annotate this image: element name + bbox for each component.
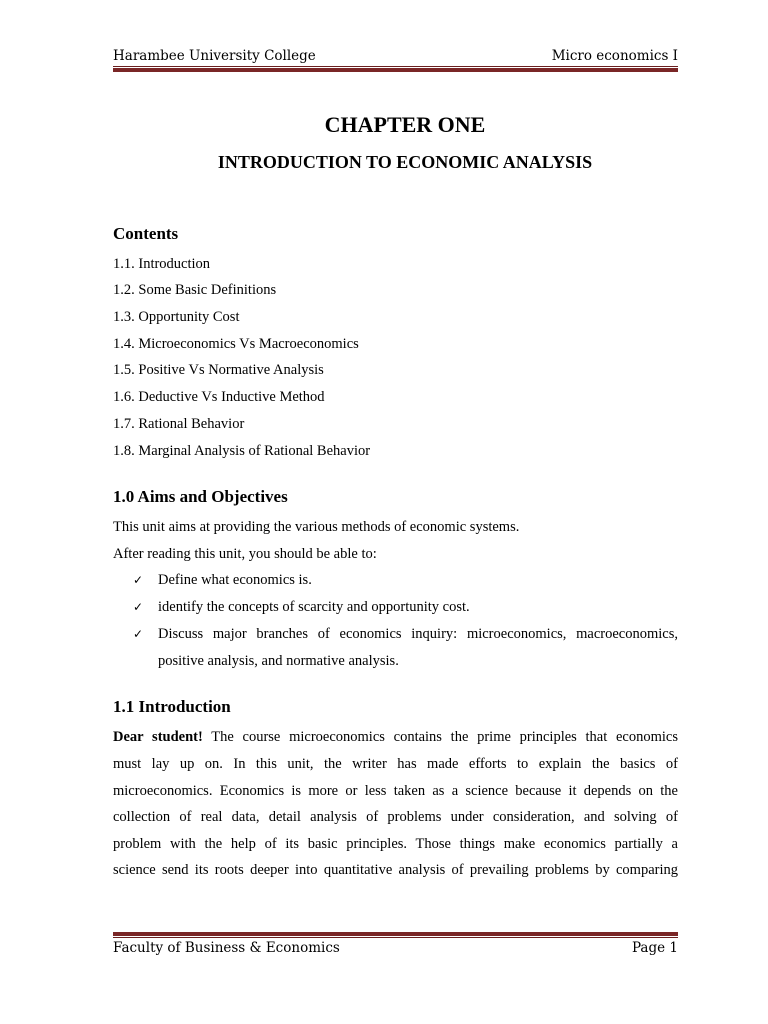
page-header (113, 46, 678, 68)
intro-line: science send its roots deeper into quantitative analysis of prevailing problems by comparing (113, 862, 678, 878)
objective-item: Discuss major branches of economics inquiry: microeconomics, macroeconomics, (158, 626, 678, 642)
contents-heading: Contents (113, 224, 179, 243)
header-rule-thin (113, 66, 678, 67)
aims-lead-line: After reading this unit, you should be able to: (113, 546, 377, 562)
chapter-title: CHAPTER ONE (324, 112, 486, 137)
footer-rule-thin (113, 937, 678, 938)
header-institution: Harambee University College (113, 48, 316, 64)
check-icon: ✓ (133, 627, 144, 641)
contents-item: 1.7. Rational Behavior (113, 416, 245, 432)
objective-item: Define what economics is. (158, 572, 312, 588)
intro-line: problem with the help of its basic principles. Those things make economics partially a (113, 836, 678, 852)
footer-faculty: Faculty of Business & Economics (113, 940, 340, 956)
intro-line-text: The course microeconomics contains the prime principles that economics (202, 729, 678, 745)
objective-item: identify the concepts of scarcity and opportunity cost. (158, 599, 470, 615)
aims-heading: 1.0 Aims and Objectives (113, 487, 288, 506)
intro-line: must lay up on. In this unit, the writer has made efforts to explain the basics of (113, 756, 678, 772)
header-rule-thick (113, 68, 678, 72)
intro-line: collection of real data, detail analysis of problems under consideration, and solving of (113, 809, 678, 825)
check-icon: ✓ (133, 573, 144, 587)
intro-lead: Dear student! (113, 729, 203, 745)
contents-item: 1.1. Introduction (113, 256, 211, 272)
contents-item: 1.2. Some Basic Definitions (113, 282, 277, 298)
intro-line: microeconomics. Economics is more or less taken as a science because it depends on the (113, 783, 678, 799)
contents-item: 1.3. Opportunity Cost (113, 309, 240, 325)
intro-line (113, 729, 678, 746)
objective-item-continued: positive analysis, and normative analysis. (158, 653, 399, 669)
footer-rule-thick (113, 932, 678, 936)
chapter-subtitle: INTRODUCTION TO ECONOMIC ANALYSIS (217, 152, 593, 172)
contents-item: 1.5. Positive Vs Normative Analysis (113, 362, 324, 378)
contents-item: 1.8. Marginal Analysis of Rational Behavior (113, 443, 371, 459)
header-course: Micro economics I (551, 48, 678, 64)
aims-intro-line: This unit aims at providing the various methods of economic systems. (113, 519, 520, 535)
page-number: Page 1 (631, 940, 678, 956)
intro-heading: 1.1 Introduction (113, 697, 231, 716)
contents-item: 1.4. Microeconomics Vs Macroeconomics (113, 336, 359, 352)
check-icon: ✓ (133, 600, 144, 614)
contents-item: 1.6. Deductive Vs Inductive Method (113, 389, 325, 405)
